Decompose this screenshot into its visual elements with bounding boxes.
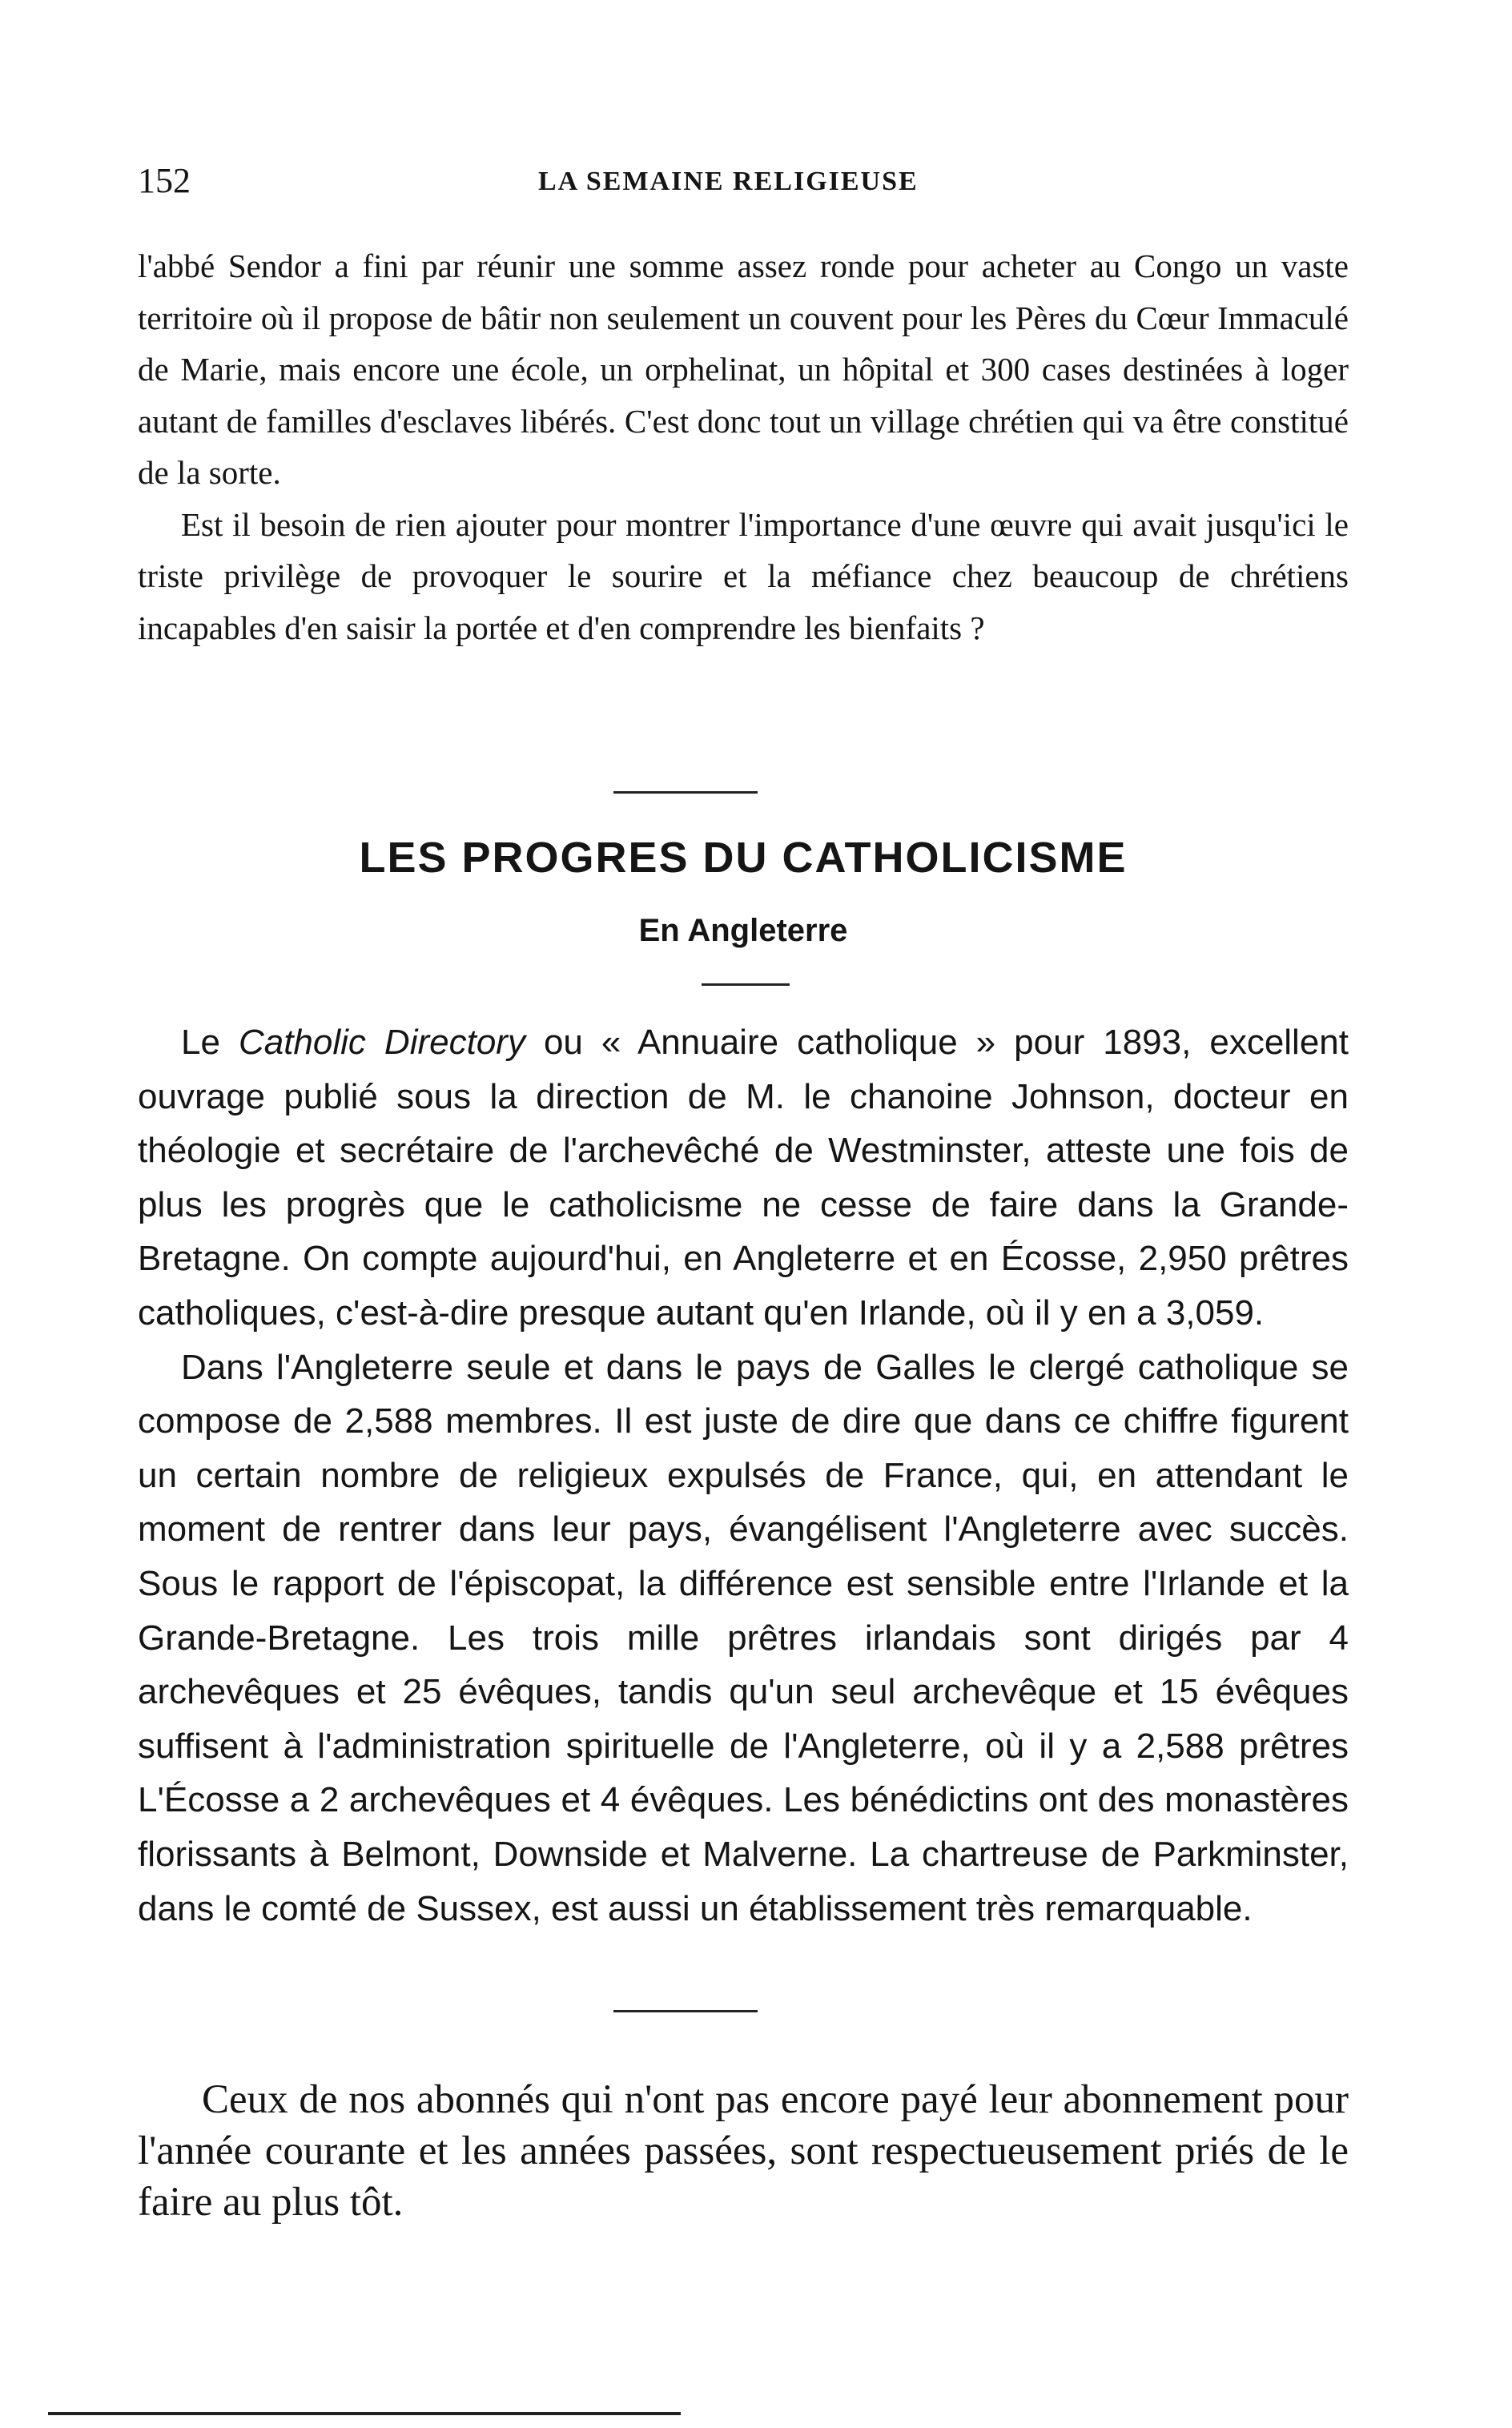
article-paragraph: Dans l'Angleterre seule et dans le pays de Galles le clergé catholique se compose de 2,588 membres. Il est juste de dire que dans ce chiffre figurent un certain nombre de religieux expulsés de France, qui, en attendant le moment de rentrer dans leur pays, évangélisent l'Angleterre avec succès. Sous le rapport de l'épiscopat, la différence est sensible entre l'Irlande et la Grande-Bretagne. Les trois mille prêtres irlandais sont dirigés par 4 archevêques et 25 évêques, tandis qu'un seul archevêque et 15 évêques suffisent à l'administration spirituelle de l'Angleterre, où il y a 2,588 prêtres L'Écosse a 2 archevêques et 4 évêques. Les bénédictins ont des monastères florissants à Belmont, Downside et Malverne. La chartreuse de Parkminster, dans le comté de Sussex, est aussi un établissement très remarquable. <box>138 1347 1349 1928</box>
page-header <box>138 160 1355 208</box>
footer-rule <box>48 2412 681 2415</box>
paragraph-lead: Le <box>181 1023 239 1062</box>
subtitle-divider <box>702 983 790 986</box>
section-divider <box>613 791 758 794</box>
intro-paragraph: Est il besoin de rien ajouter pour montrer l'importance d'une œuvre qui avait jusqu'ici le triste privilège de provoquer le sourire et la méfiance chez beaucoup de chrétiens incapables d'en saisir la portée et d'en comprendre les bienfaits ? <box>138 505 1349 646</box>
intro-paragraph: l'abbé Sendor a fini par réunir une somme assez ronde pour acheter au Congo un vaste territoire où il propose de bâtir non seulement un couvent pour les Pères du Cœur Immaculé de Marie, mais encore une école, un orphelinat, un hôpital et 300 cases destinées à loger autant de familles d'esclaves libérés. C'est donc tout un village chrétien qui va être constitué de la sorte. <box>138 247 1349 491</box>
section-subtitle: En Angleterre <box>638 913 848 948</box>
notice-divider <box>613 2010 758 2012</box>
paragraph-rest: ou « Annuaire catholique » pour 1893, excellent ouvrage publié sous la direction de M. le chanoine Johnson, docteur en théologie et secrétaire de l'archevêché de Westminster, atteste une fois de plus les progrès que le catholicisme ne cesse de faire dans la Grande-Bretagne. On compte aujourd'hui, en Angleterre et en Écosse, 2,950 prêtres catholiques, c'est-à-dire presque autant qu'en Irlande, où il y en a 3,059. <box>138 1023 1349 1333</box>
article-body <box>138 1015 1349 1936</box>
page-number: 152 <box>138 161 191 200</box>
running-title: LA SEMAINE RELIGIEUSE <box>538 167 919 196</box>
subscriber-notice <box>138 2074 1349 2228</box>
article-paragraph <box>138 1015 1349 1341</box>
publication-title: Catholic Directory <box>238 1023 525 1062</box>
notice-text: Ceux de nos abonnés qui n'ont pas encore payé leur abonnement pour l'année courante et les années passées, sont respectueusement priés de le faire au plus tôt. <box>138 2077 1349 2225</box>
section-title: LES PROGRES DU CATHOLICISME <box>359 834 1128 882</box>
intro-text <box>138 240 1349 653</box>
